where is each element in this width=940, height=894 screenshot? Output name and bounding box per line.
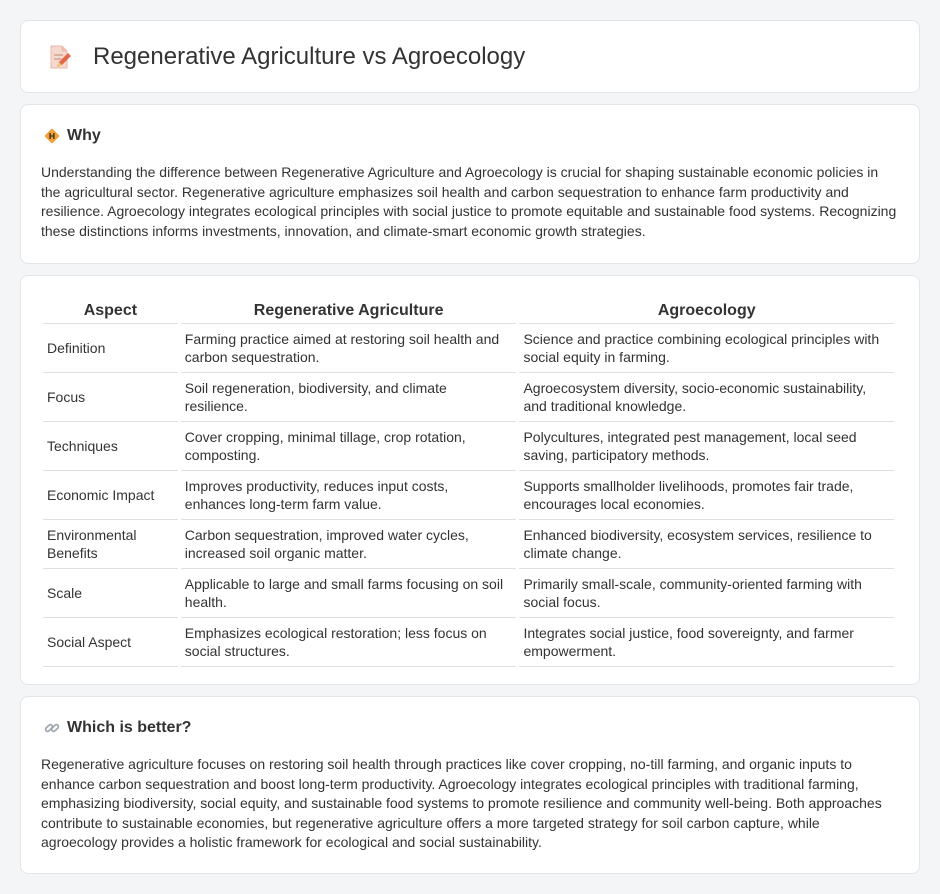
regenerative-cell: Farming practice aimed at restoring soil health and carbon sequestration. <box>181 324 517 373</box>
why-paragraph: Understanding the difference between Regenerative Agriculture and Agroecology is crucial for shaping sustainable economic policies in the agricultural sector. Regenerative agriculture emphasizes soil health and carbon sequestration to enhance farm productivity and resilience. Agroecology integrates ecological principles with social justice to promote equitable and sustainable food systems. Recognizing these distinctions informs investments, innovation, and climate-smart economic growth strategies. <box>41 164 897 239</box>
aspect-cell: Environmental Benefits <box>43 520 178 569</box>
regenerative-cell: Applicable to large and small farms focusing on soil health. <box>181 569 517 618</box>
document-pencil-icon <box>45 43 73 71</box>
table-row <box>43 324 894 373</box>
header-agroecology: Agroecology <box>519 298 894 324</box>
comparison-table <box>40 298 897 667</box>
aspect-cell: Scale <box>43 569 178 618</box>
why-heading <box>41 127 899 145</box>
agroecology-cell: Supports smallholder livelihoods, promotes fair trade, encourages local economies. <box>519 471 894 520</box>
regenerative-cell: Carbon sequestration, improved water cycles, increased soil organic matter. <box>181 520 517 569</box>
aspect-cell: Social Aspect <box>43 618 178 667</box>
better-heading-text: Which is better? <box>67 719 192 736</box>
why-section <box>20 104 920 264</box>
page-title: Regenerative Agriculture vs Agroecology <box>93 42 526 70</box>
header-regenerative: Regenerative Agriculture <box>181 298 517 324</box>
diamond-sign-icon <box>43 127 61 145</box>
aspect-cell: Focus <box>43 373 178 422</box>
aspect-cell: Definition <box>43 324 178 373</box>
comparison-section <box>20 275 920 685</box>
which-is-better-section <box>20 696 920 874</box>
regenerative-cell: Cover cropping, minimal tillage, crop rotation, composting. <box>181 422 517 471</box>
why-heading-text: Why <box>67 127 101 144</box>
better-paragraph: Regenerative agriculture focuses on restoring soil health through practices like cover cropping, no-till farming, and organic inputs to enhance carbon sequestration and boost long-term productivity. Agroecology integrates ecological principles with traditional farming, emphasizing biodiversity, social equity, and sustainable food systems to promote resilience and community well-being. Both approaches contribute to sustainable economies, but regenerative agriculture offers a more targeted strategy for soil carbon capture, while agroecology provides a holistic framework for ecological and social sustainability. <box>41 756 882 850</box>
table-row <box>43 422 894 471</box>
agroecology-cell: Science and practice combining ecological principles with social equity in farming. <box>519 324 894 373</box>
regenerative-cell: Emphasizes ecological restoration; less focus on social structures. <box>181 618 517 667</box>
better-heading <box>41 719 899 737</box>
agroecology-cell: Primarily small-scale, community-oriented farming with social focus. <box>519 569 894 618</box>
link-icon <box>43 719 61 737</box>
table-row <box>43 373 894 422</box>
table-row <box>43 618 894 667</box>
aspect-cell: Techniques <box>43 422 178 471</box>
table-row <box>43 520 894 569</box>
agroecology-cell: Integrates social justice, food sovereignty, and farmer empowerment. <box>519 618 894 667</box>
aspect-cell: Economic Impact <box>43 471 178 520</box>
regenerative-cell: Soil regeneration, biodiversity, and climate resilience. <box>181 373 517 422</box>
regenerative-cell: Improves productivity, reduces input costs, enhances long-term farm value. <box>181 471 517 520</box>
table-header-row <box>43 298 894 324</box>
title-card <box>20 20 920 93</box>
agroecology-cell: Agroecosystem diversity, socio-economic sustainability, and traditional knowledge. <box>519 373 894 422</box>
agroecology-cell: Polycultures, integrated pest management, local seed saving, participatory methods. <box>519 422 894 471</box>
agroecology-cell: Enhanced biodiversity, ecosystem services, resilience to climate change. <box>519 520 894 569</box>
header-aspect: Aspect <box>43 298 178 324</box>
table-row <box>43 471 894 520</box>
table-row <box>43 569 894 618</box>
